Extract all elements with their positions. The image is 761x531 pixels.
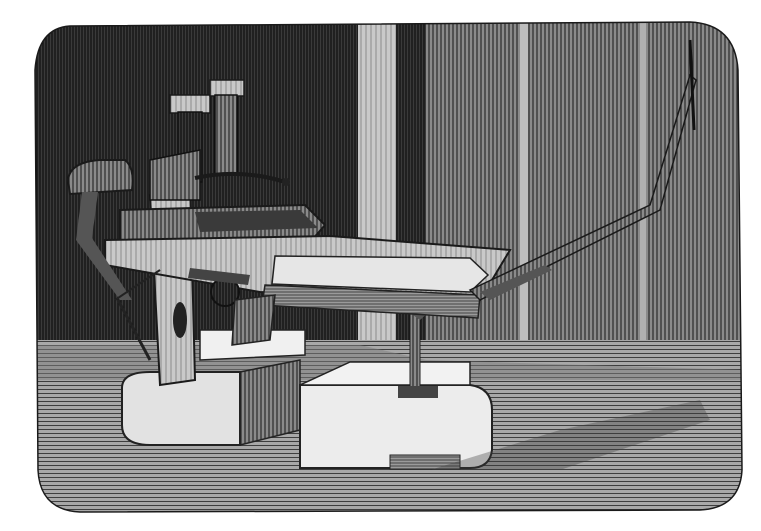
top-crown-2 bbox=[210, 80, 244, 96]
crank-housing bbox=[232, 295, 275, 345]
top-crown bbox=[170, 95, 210, 113]
wall-panel-seam bbox=[520, 20, 528, 365]
press-screw-2 bbox=[215, 95, 237, 175]
lever-knob bbox=[282, 178, 290, 186]
frame-slot bbox=[173, 302, 187, 338]
bed-support-column bbox=[410, 310, 420, 390]
support-foot bbox=[398, 386, 438, 398]
engraving-scene bbox=[30, 20, 750, 520]
wall-panel-seam-2 bbox=[640, 20, 646, 365]
ink-table bbox=[68, 160, 133, 194]
left-base-side bbox=[240, 360, 300, 445]
